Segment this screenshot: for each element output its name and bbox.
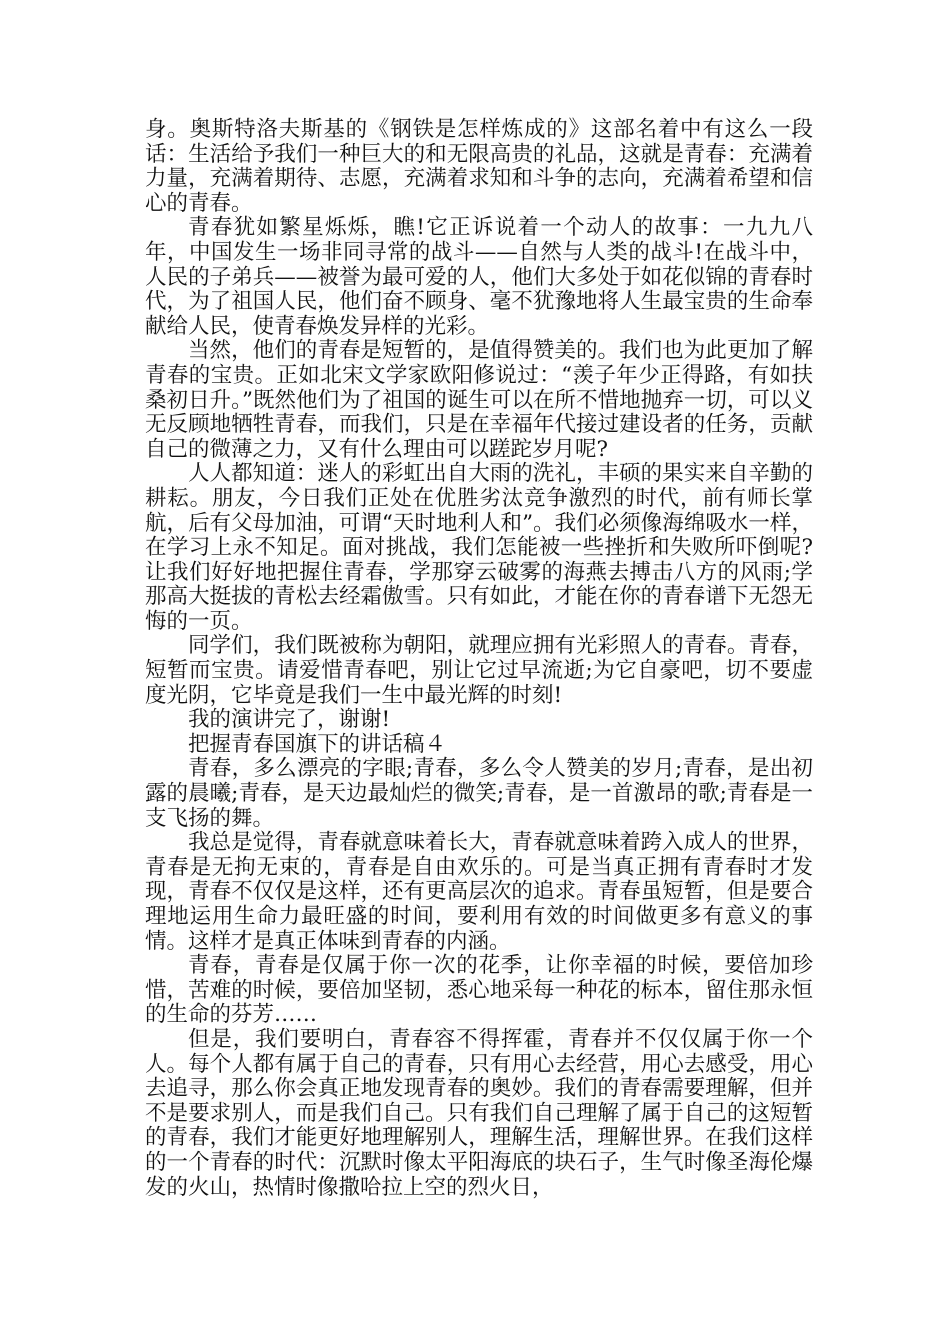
paragraph-6: 我的演讲完了，谢谢! <box>188 707 391 733</box>
paragraph-1: 身。奥斯特洛夫斯基的《钢铁是怎样炼成的》这部名着中有这么一段话：生活给予我们一种巨大的和无限高贵的礼品，这就是青春：充满着力量，充满着期待、志愿，充满着求知和斗争的志向，充满着希望和信心的青春。 <box>145 117 813 216</box>
section-heading: 把握青春国旗下的讲话稿４ <box>188 731 447 757</box>
paragraph-8: 我总是觉得，青春就意味着长大，青春就意味着跨入成人的世界，青春是无拘无束的，青春是自由欢乐的。可是当真正拥有青春时才发现，青春不仅仅是这样，还有更高层次的追求。青春虽短暂，但是要合理地运用生命力最旺盛的时间，要利用有效的时间做更多有意义的事情。这样才是真正体味到青春的内涵。 <box>145 830 813 954</box>
paragraph-10: 但是，我们要明白，青春容不得挥霍，青春并不仅仅属于你一个人。每个人都有属于自己的青春，只有用心去经营，用心去感受，用心去追寻，那么你会真正地发现青春的奥妙。我们的青春需要理解，但并不是要求别人，而是我们自己。只有我们自己理解了属于自己的这短暂的青春，我们才能更好地理解别人，理解生活，理解世界。在我们这样的一个青春的时代：沉默时像太平阳海底的块石子，生气时像圣海伦爆发的火山，热情时像撒哈拉上空的烈火日， <box>145 1026 813 1200</box>
paragraph-2: 青春犹如繁星烁烁，瞧!它正诉说着一个动人的故事：一九九八年，中国发生一场非同寻常的战斗——自然与人类的战斗!在战斗中，人民的子弟兵——被誉为最可爱的人，他们大多处于如花似锦的青春时代，为了祖国人民，他们奋不顾身、毫不犹豫地将人生最宝贵的生命奉献给人民，使青春焕发异样的光彩。 <box>145 215 813 339</box>
paragraph-7: 青春，多么漂亮的字眼;青春，多么令人赞美的岁月;青春，是出初露的晨曦;青春，是天边最灿烂的微笑;青春，是一首激昂的歌;青春是一支飞扬的舞。 <box>145 756 813 831</box>
paragraph-4: 人人都知道：迷人的彩虹出自大雨的洗礼，丰硕的果实来自辛勤的耕耘。朋友，今日我们正处在优胜劣汰竞争激烈的时代，前有师长掌航，后有父母加油，可谓“天时地利人和”。我们必须像海绵吸水一样，在学习上永不知足。面对挑战，我们怎能被一些挫折和失败所吓倒呢?让我们好好地把握住青春，学那穿云破雾的海燕去搏击八方的风雨;学那高大挺拔的青松去经霜傲雪。只有如此，才能在你的青春谱下无怨无悔的一页。 <box>145 461 813 634</box>
paragraph-9: 青春，青春是仅属于你一次的花季，让你幸福的时候，要倍加珍惜，苦难的时候，要倍加坚韧，悉心地采每一种花的标本，留住那永恒的生命的芬芳…… <box>145 953 813 1028</box>
paragraph-3: 当然，他们的青春是短暂的，是值得赞美的。我们也为此更加了解青春的宝贵。正如北宋文学家欧阳修说过：“羡子年少正得路，有如扶桑初日升。”既然他们为了祖国的诞生可以在所不惜地抛弃一切，可以义无反顾地牺牲青春，而我们，只是在幸福年代接过建设者的任务，贡献自己的微薄之力，又有什么理由可以蹉跎岁月呢? <box>145 338 813 462</box>
document-body <box>145 118 813 1200</box>
paragraph-5: 同学们，我们既被称为朝阳，就理应拥有光彩照人的青春。青春，短暂而宝贵。请爱惜青春吧，别让它过早流逝;为它自豪吧，切不要虚度光阴，它毕竟是我们一生中最光辉的时刻! <box>145 633 813 708</box>
